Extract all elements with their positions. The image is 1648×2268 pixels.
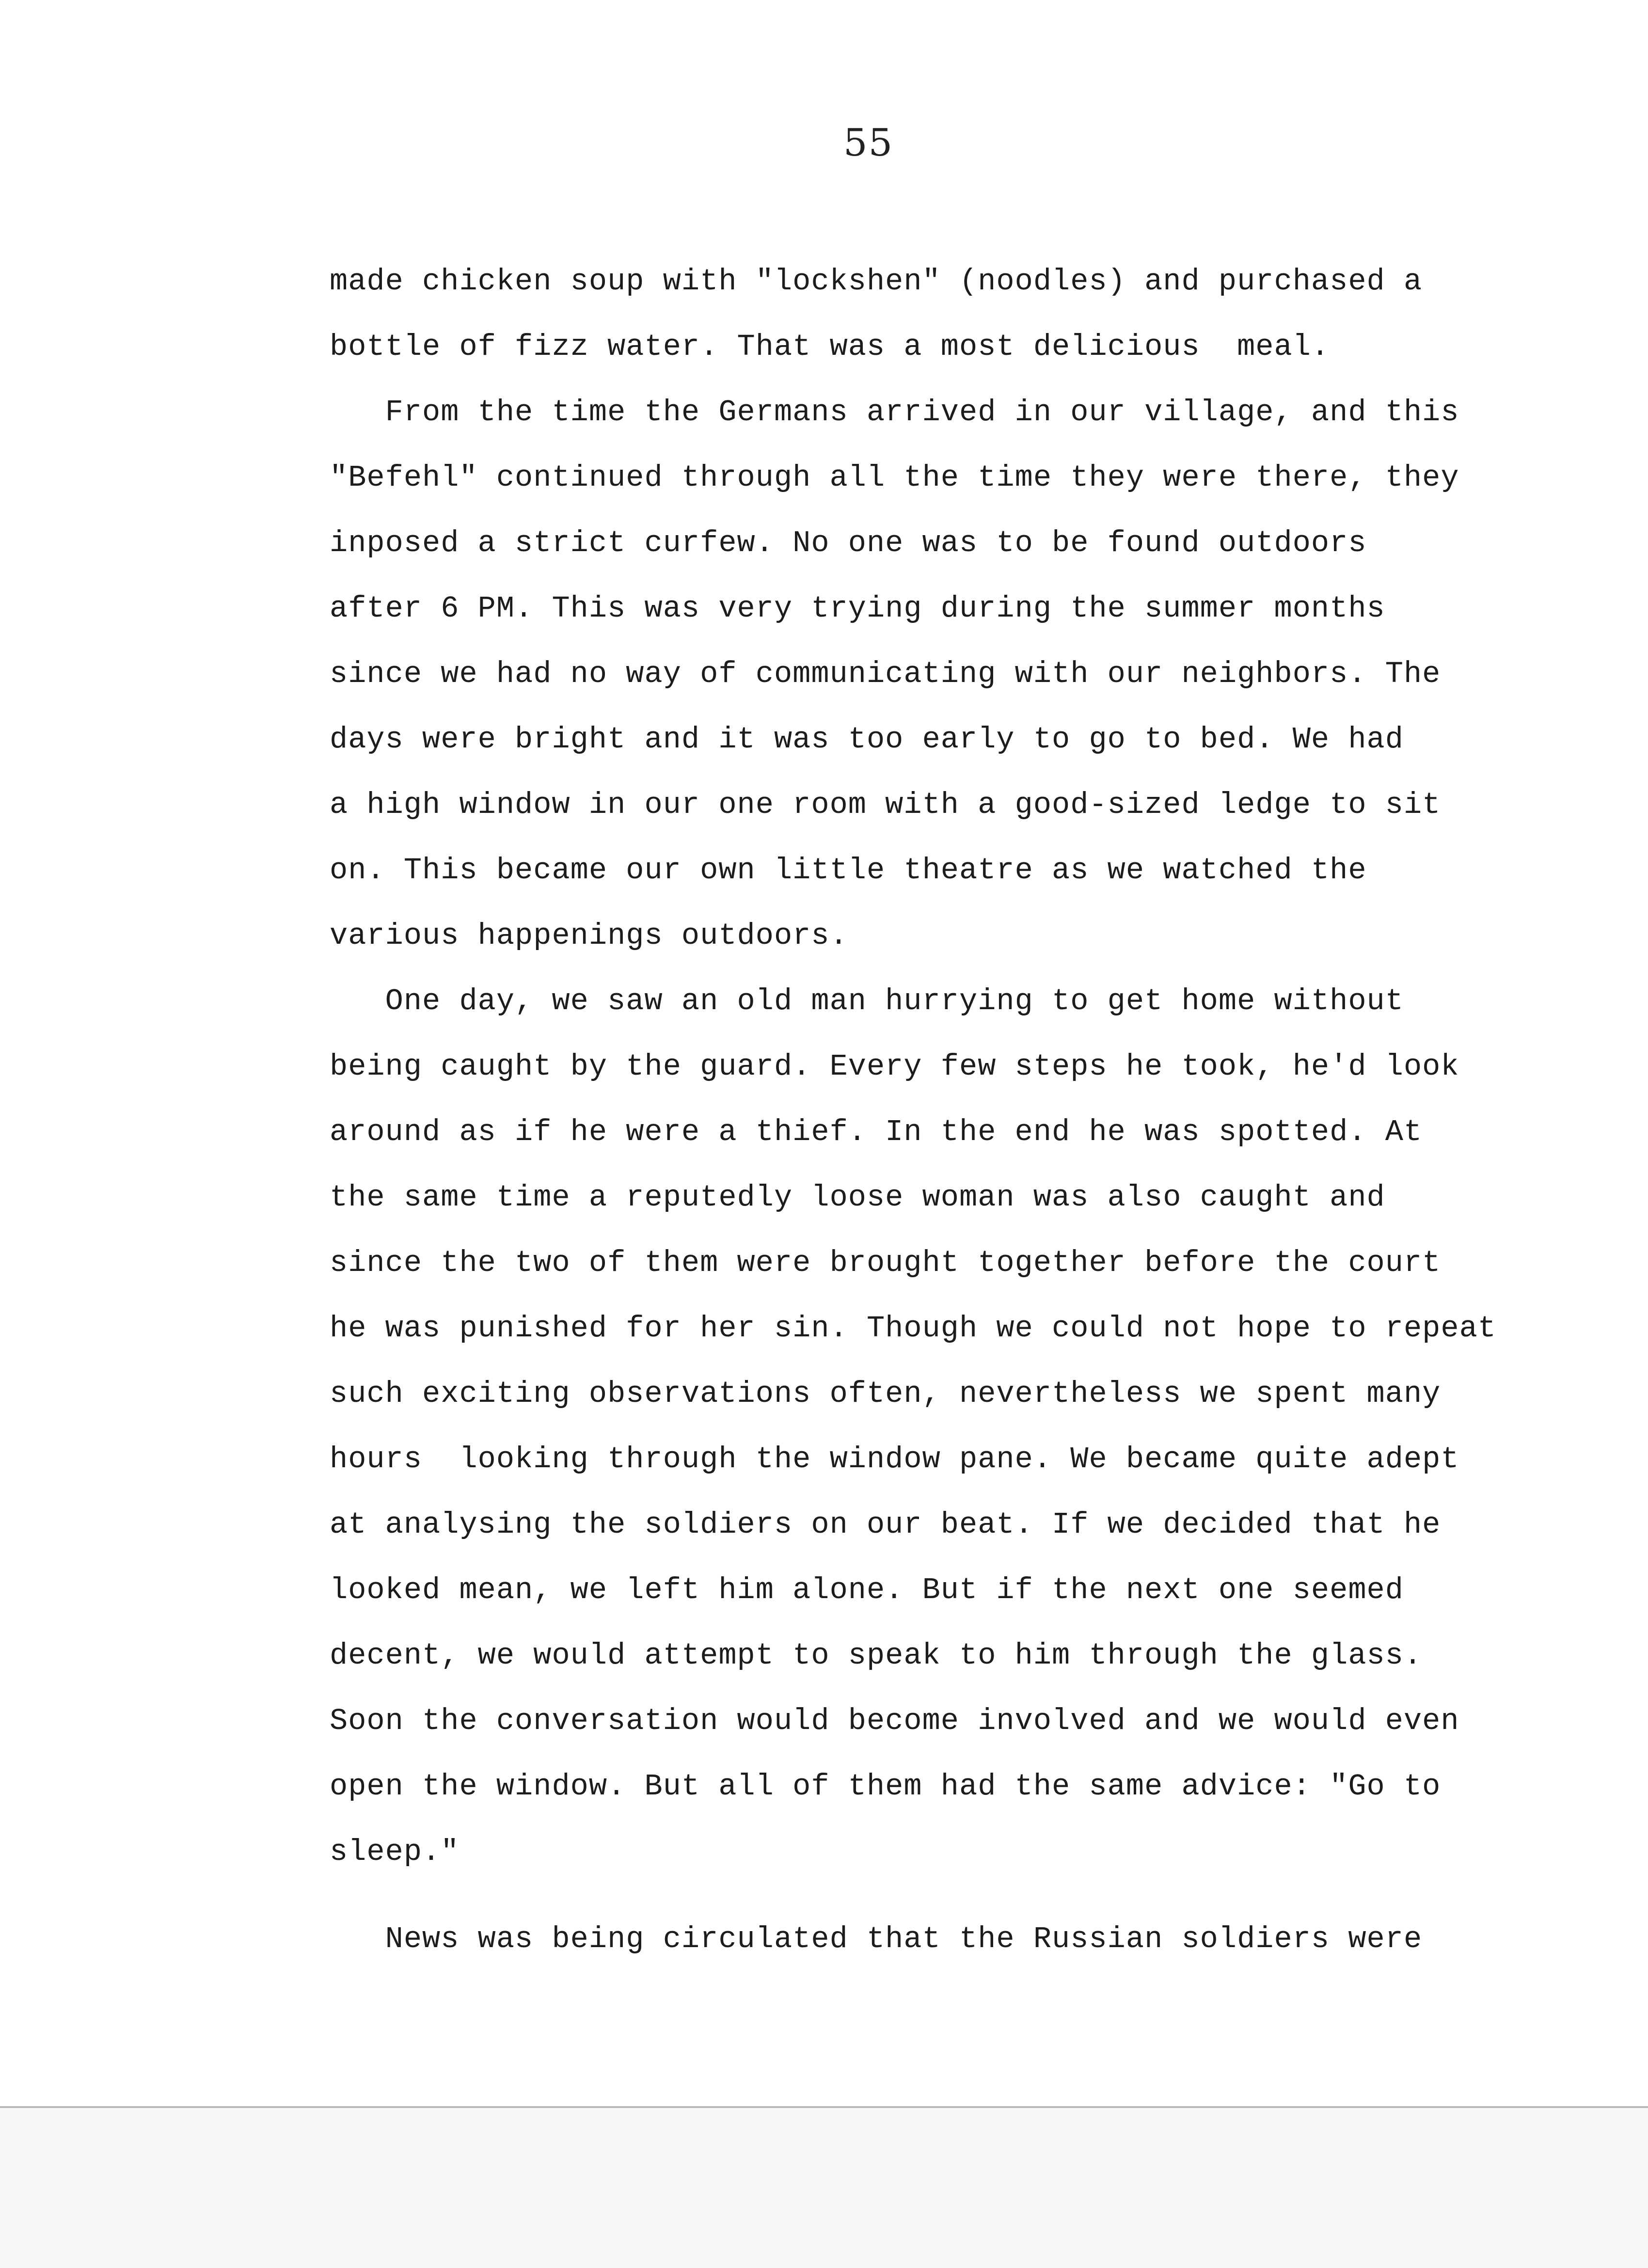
page-number: 55 bbox=[843, 121, 894, 165]
scan-background bbox=[0, 2108, 1648, 2268]
text-line: bottle of fizz water. That was a most delicious meal. bbox=[330, 330, 1330, 364]
text-line: decent, we would attempt to speak to him through the glass. bbox=[330, 1638, 1423, 1673]
text-line: made chicken soup with "lockshen" (noodles) and purchased a bbox=[330, 264, 1423, 299]
text-line: sleep." bbox=[330, 1835, 460, 1869]
text-line: after 6 PM. This was very trying during the summer months bbox=[330, 591, 1385, 626]
text-line: at analysing the soldiers on our beat. If we decided that he bbox=[330, 1507, 1441, 1542]
text-line: One day, we saw an old man hurrying to get home without bbox=[330, 984, 1404, 1018]
text-line: since we had no way of communicating with our neighbors. The bbox=[330, 657, 1441, 691]
text-line: open the window. But all of them had the same advice: "Go to bbox=[330, 1769, 1441, 1804]
text-line: he was punished for her sin. Though we could not hope to repeat bbox=[330, 1311, 1496, 1346]
text-line: Soon the conversation would become involved and we would even bbox=[330, 1704, 1459, 1738]
text-line: "Befehl" continued through all the time they were there, they bbox=[330, 460, 1459, 495]
text-line: hours looking through the window pane. We became quite adept bbox=[330, 1442, 1459, 1476]
text-line: days were bright and it was too early to go to bed. We had bbox=[330, 722, 1404, 757]
text-line: around as if he were a thief. In the end he was spotted. At bbox=[330, 1115, 1423, 1149]
text-line: From the time the Germans arrived in our village, and this bbox=[330, 395, 1459, 429]
text-line: the same time a reputedly loose woman was also caught and bbox=[330, 1180, 1385, 1215]
text-line: News was being circulated that the Russian soldiers were bbox=[330, 1922, 1423, 1956]
text-line: inposed a strict curfew. No one was to be found outdoors bbox=[330, 526, 1367, 560]
text-line: on. This became our own little theatre as we watched the bbox=[330, 853, 1367, 888]
text-line: such exciting observations often, nevertheless we spent many bbox=[330, 1377, 1441, 1411]
text-line: being caught by the guard. Every few steps he took, he'd look bbox=[330, 1049, 1459, 1084]
text-line: various happenings outdoors. bbox=[330, 919, 848, 953]
text-line: a high window in our one room with a good-sized ledge to sit bbox=[330, 788, 1441, 822]
text-line: since the two of them were brought together before the court bbox=[330, 1246, 1441, 1280]
text-line: looked mean, we left him alone. But if the next one seemed bbox=[330, 1573, 1404, 1607]
